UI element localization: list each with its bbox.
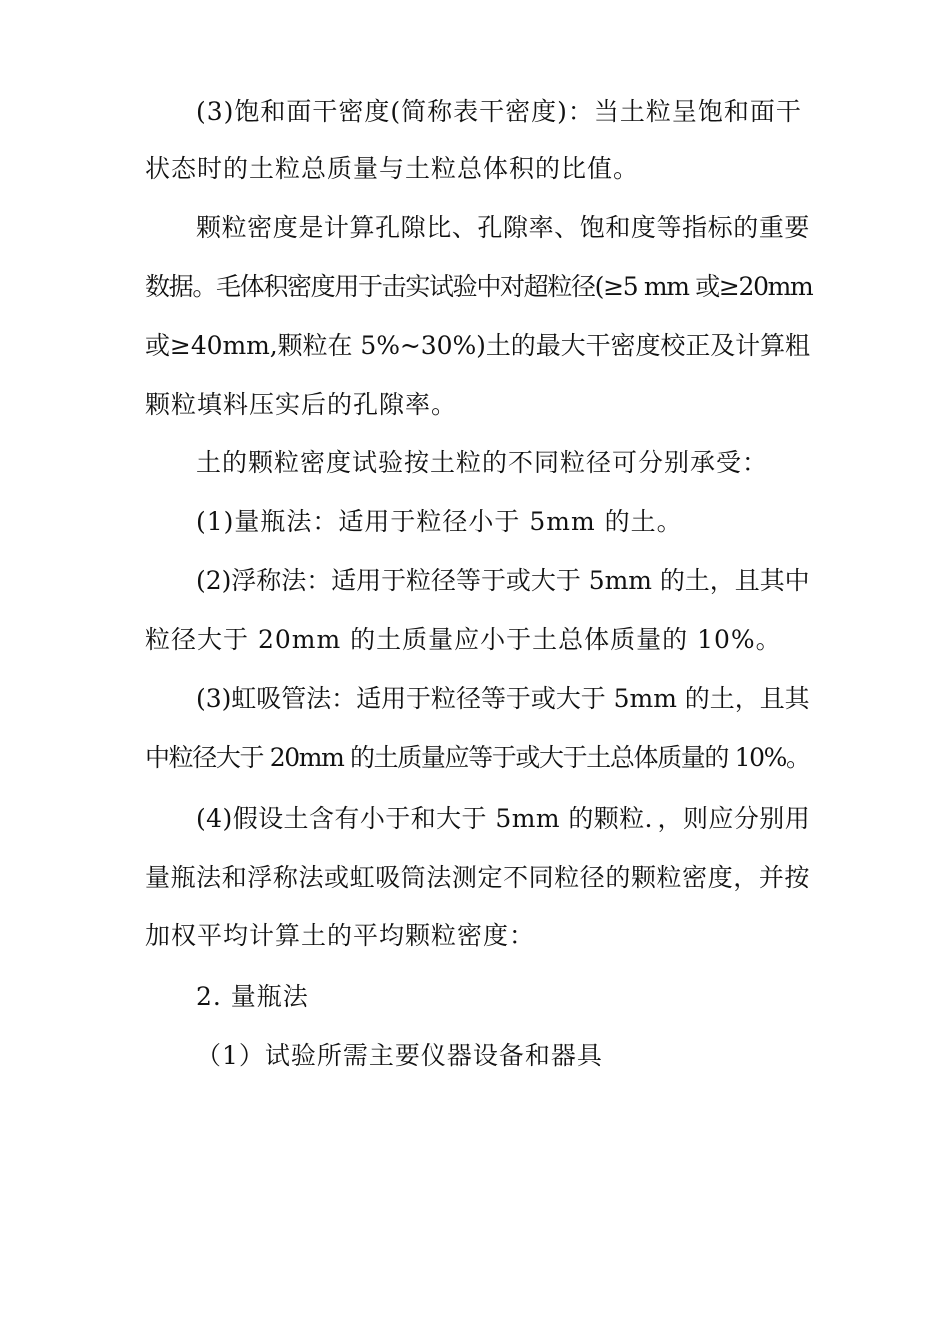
text-line: (3)饱和面干密度(简称表干密度)：当土粒呈饱和面干 bbox=[196, 97, 802, 126]
text-line: 或≥40mm,颗粒在 5%~30%)土的最大干密度校正及计算粗 bbox=[145, 331, 810, 360]
text-line: 土的颗粒密度试验按土粒的不同粒径可分别承受： bbox=[196, 448, 769, 477]
text-line: (2)浮称法：适用于粒径等于或大于 5mm 的土，且其中 bbox=[196, 566, 810, 595]
subsection-heading: （1）试验所需主要仪器设备和器具 bbox=[196, 1041, 603, 1070]
text-line: 颗粒密度是计算孔隙比、孔隙率、饱和度等指标的重要 bbox=[196, 213, 811, 242]
text-line: (3)虹吸管法：适用于粒径等于或大于 5mm 的土，且其 bbox=[196, 684, 810, 713]
text-line: 状态时的土粒总质量与土粒总体积的比值。 bbox=[145, 154, 640, 183]
section-heading: 2. 量瓶法 bbox=[196, 982, 309, 1011]
text-line: 数据。毛体积密度用于击实试验中对超粒径(≥5 mm 或≥20mm bbox=[145, 272, 813, 301]
text-line: 粒径大于 20mm 的土质量应小于土总体质量的 10%。 bbox=[145, 625, 782, 654]
text-line: 量瓶法和浮称法或虹吸筒法测定不同粒径的颗粒密度，并按 bbox=[145, 863, 811, 892]
text-line: (4)假设土含有小于和大于 5mm 的颗粒．，则应分别用 bbox=[196, 804, 811, 833]
text-line: 中粒径大于 20mm 的土质量应等于或大于土总体质量的 10%。 bbox=[145, 743, 810, 772]
text-line: 颗粒填料压实后的孔隙率。 bbox=[145, 390, 458, 419]
text-line: 加权平均计算土的平均颗粒密度： bbox=[145, 921, 536, 950]
text-line: (1)量瓶法：适用于粒径小于 5mm 的土。 bbox=[196, 507, 683, 536]
